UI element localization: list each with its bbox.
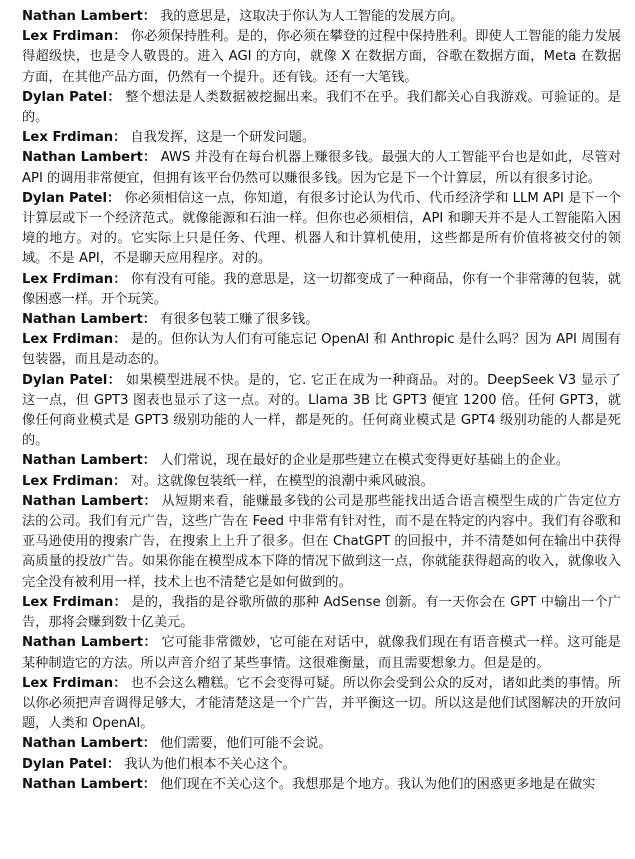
speaker-name: Dylan Patel： (22, 89, 121, 105)
speaker-name: Lex Frdiman： (22, 271, 127, 287)
transcript-paragraph (22, 633, 621, 673)
transcript-paragraph (22, 270, 621, 310)
speaker-name: Lex Frdiman： (22, 473, 127, 489)
transcript-paragraph (22, 593, 621, 633)
transcript-paragraph (22, 755, 621, 775)
utterance-text: 你必须相信这一点，你知道，有很多讨论认为代币、代币经济学和 LLM API 是下一个计算层或下一个经济范式。就像能源和石油一样。但你也必须相信，API 和聊天并不是人工智能陷入困境的地方。对的。它实际上只是任务、代理、机器人和计算机使用，这些都是所有价值将被交付的领域。不是 API，不是聊天应用程序。对的。 (22, 190, 621, 267)
transcript-paragraph (22, 775, 621, 795)
transcript-paragraph (22, 310, 621, 330)
transcript-paragraph (22, 674, 621, 735)
speaker-name: Dylan Patel： (22, 190, 121, 206)
speaker-name: Nathan Lambert： (22, 150, 157, 166)
utterance-text: 整个想法是人类数据被挖掘出来。我们不在乎。我们都关心自我游戏。可验证的。是的。 (22, 89, 621, 126)
transcript-paragraph (22, 148, 621, 188)
speaker-name: Nathan Lambert： (22, 453, 156, 469)
utterance-text: 有很多包装工赚了很多钱。 (160, 312, 319, 328)
utterance-text: AWS 并没有在每台机器上赚很多钱。最强大的人工智能平台也是如此，尽管对 API 的调用非常便宜，但拥有该平台仍然可以赚很多钱。因为它是下一个计算层，所以有很多讨论。 (22, 150, 621, 186)
utterance-text: 如果模型进展不快。是的，它. 它正在成为一种商品。对的。DeepSeek V3 显示了这一点，但 GPT3 图表也显示了这一点。对的。Llama 3B 比 GPT3 便宜 1200 倍。任何 GPT3，就像任何商业模式是 GPT3 级别功能的人一样，都是死的。任何商业模式是 GPT4 级别功能的人都是死的。 (22, 372, 621, 449)
utterance-text: 我认为他们根本不关心这个。 (124, 756, 296, 772)
utterance-text: 从短期来看，能赚最多钱的公司是那些能找出适合语言模型生成的广告定位方法的公司。我们有元广告，这些广告在 Feed 中非常有针对性，而不是在特定的内容中。我们有谷歌和亚马逊使用的搜索广告，在搜索上上升了很多。但在 ChatGPT 的回报中，并不清楚如何在输出中获得高质量的投放广告。如果你能在模型成本下降的情况下做到这一点，你就能获得超高的收入，就像收入完全没有被利用一样，技术上也不清楚它是如何做到的。 (22, 493, 621, 590)
utterance-text: 也不会这么糟糕。它不会变得可疑。所以你会受到公众的反对，诸如此类的事情。所以你必须把声音调得足够大，才能清楚这是一个广告，并平衡这一切。所以这是他们试图解决的开放问题，人类和 OpenAI。 (22, 675, 621, 732)
transcript-paragraph (22, 472, 621, 492)
utterance-text: 自我发挥，这是一个研发问题。 (130, 130, 316, 146)
utterance-text: 他们现在不关心这个。我想那是个地方。我认为他们的困惑更多地是在做实 (160, 776, 596, 792)
transcript-paragraph (22, 27, 621, 88)
speaker-name: Nathan Lambert： (22, 9, 156, 24)
utterance-text: 对。这就像包装纸一样，在模型的浪潮中乘风破浪。 (130, 473, 434, 489)
utterance-text: 我的意思是，这取决于你认为人工智能的发展方向。 (160, 9, 464, 24)
utterance-text: 是的，我指的是谷歌所做的那种 AdSense 创新。有一天你会在 GPT 中输出一个广告，那将会赚到数十亿美元。 (22, 594, 621, 631)
utterance-text: 它可能非常微妙，它可能在对话中，就像我们现在有语音模式一样。这可能是某种制造它的方法。所以声音介绍了某些事情。这很难衡量，而且需要想象力。但是是的。 (22, 635, 621, 671)
speaker-name: Nathan Lambert： (22, 312, 156, 328)
speaker-name: Lex Frdiman： (22, 29, 127, 45)
transcript-paragraph (22, 330, 621, 370)
speaker-name: Dylan Patel： (22, 372, 122, 388)
utterance-text: 是的。但你认为人们有可能忘记 OpenAI 和 Anthropic 是什么吗？因为 API 周围有包装器，而且是动态的。 (22, 332, 621, 368)
utterance-text: 你有没有可能。我的意思是，这一切都变成了一种商品，你有一个非常薄的包装，就像困惑一样。开个玩笑。 (22, 271, 621, 307)
speaker-name: Nathan Lambert： (22, 776, 156, 792)
speaker-name: Lex Frdiman： (22, 332, 127, 348)
transcript-paragraph (22, 371, 621, 452)
speaker-name: Lex Frdiman： (22, 675, 127, 691)
utterance-text: 你必须保持胜利。是的，你必须在攀登的过程中保持胜利。即使人工智能的能力发展得超级快，也是令人敬畏的。进入 AGI 的方向，就像 X 在数据方面，谷歌在数据方面，Meta 在数据方面，在其他产品方面，仍然有一个提升。还有钱。还有一大笔钱。 (22, 29, 621, 85)
transcript-paragraph (22, 734, 621, 754)
utterance-text: 人们常说，现在最好的企业是那些建立在模式变得更好基础上的企业。 (160, 453, 569, 469)
speaker-name: Lex Frdiman： (22, 130, 127, 146)
speaker-name: Nathan Lambert： (22, 493, 157, 509)
transcript-paragraph (22, 189, 621, 270)
speaker-name: Nathan Lambert： (22, 736, 156, 752)
transcript-paragraph (22, 88, 621, 128)
speaker-name: Nathan Lambert： (22, 635, 157, 651)
transcript-paragraph (22, 451, 621, 471)
transcript-paragraph (22, 128, 621, 148)
speaker-name: Dylan Patel： (22, 756, 121, 772)
transcript-paragraph (22, 7, 621, 27)
speaker-name: Lex Frdiman： (22, 594, 127, 610)
transcript-paragraph (22, 492, 621, 593)
utterance-text: 他们需要，他们可能不会说。 (160, 736, 332, 752)
